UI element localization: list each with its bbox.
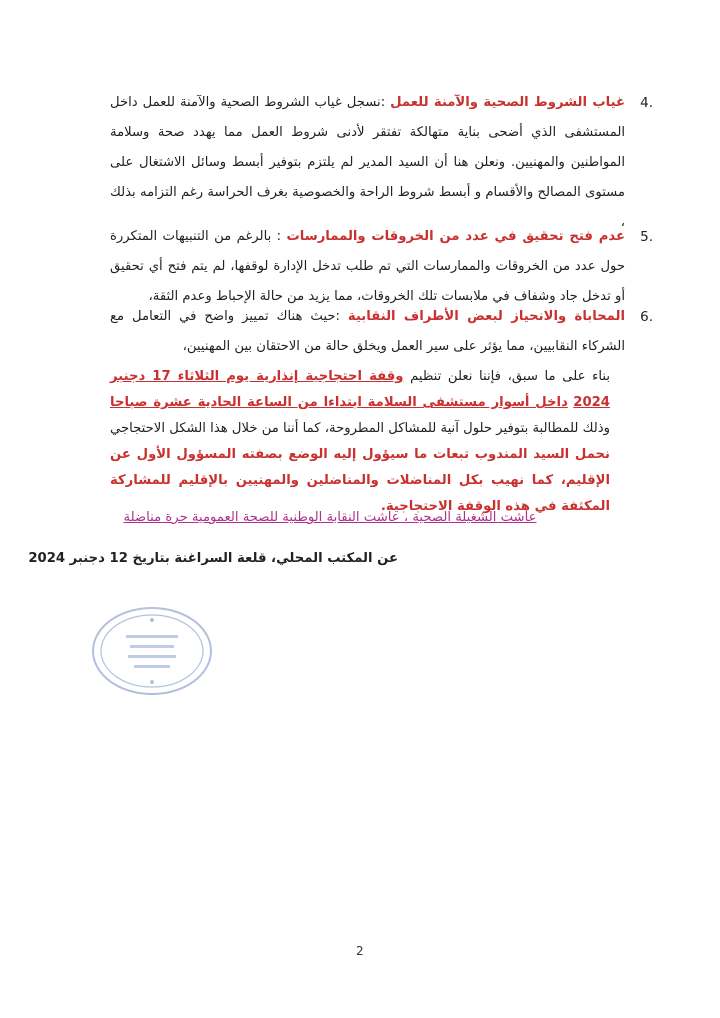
item-heading: عدم فتح تحقيق في عدد من الخروقات والممارسات <box>286 229 625 244</box>
signature-line: عن المكتب المحلي، قلعة السراغنة بتاريخ 12 دجنبر 2024 <box>28 551 398 566</box>
item-6 <box>110 302 653 362</box>
item-number: 5. <box>640 229 653 245</box>
announcement-intro: بناء على ما سبق، فإننا نعلن تنظيم <box>403 369 610 384</box>
slogan: عاشت الشغيلة الصحية ، عاشت النقابة الوطنية للصحة العمومية حرة مناضلة <box>123 510 537 525</box>
page-number: 2 <box>356 944 364 958</box>
responsibility-statement: نحمل السيد المندوب تبعات ما سيؤول إليه الوضع بصفته المسؤول الأول عن الإقليم، كما نهيب بكل المناضلات والمناضلين والمهنيين بالإقليم للمشاركة المكثفة في هذه الوقفة الاحتجاجية. <box>110 447 610 514</box>
item-heading: المحاباة والانحياز لبعض الأطراف النقابية <box>347 309 625 324</box>
item-heading: غياب الشروط الصحية والآمنة للعمل <box>390 95 625 110</box>
item-number: 4. <box>640 95 653 111</box>
item-text: : بالرغم من التنبيهات المتكررة حول عدد من الخروقات والممارسات التي تم طلب تدخل الإدارة لوقفها، لم يتم فتح أي تحقيق أو تدخل جاد وشفاف في ملابسات تلك الخروقات، مما يزيد من حالة الإحباط وعدم الثقة، <box>110 229 625 304</box>
strike-date: وقفة احتجاجية إنذارية يوم الثلاثاء 17 دجنبر 2024 <box>110 369 610 410</box>
union-stamp-icon <box>90 605 214 697</box>
item-number: 6. <box>640 309 653 325</box>
item-4 <box>110 88 653 238</box>
announcement-demand: وذلك للمطالبة بتوفير حلول آنية للمشاكل المطروحة، كما أننا من خلال هذا الشكل الاحتجاجي <box>110 421 610 436</box>
item-5 <box>110 222 653 312</box>
strike-location: داخل أسوار مستشفى السلامة ابتداءا من الساعة الحادية عشرة صباحا <box>110 395 568 410</box>
item-text: :حيث هناك تمييز واضح في التعامل مع الشركاء النقابيين، مما يؤثر على سير العمل ويخلق حالة من الاحتقان بين المهنيين، <box>110 309 625 354</box>
item-text: :نسجل غياب الشروط الصحية والآمنة للعمل داخل المستشفى الذي أضحى بناية متهالكة تفتقر لأدنى شروط العمل مما يهدد صحة وسلامة المواطنين والمهنيين. ونعلن هنا أن السيد المدير لم يلتزم بتوفير أبسط وسائل الاشتغال على مستوى المصالح والأقسام و أبسط شروط الراحة والخصوصية بغرف الحراسة رغم التزامه بذلك ، <box>110 95 625 230</box>
announcement-paragraph <box>110 364 610 520</box>
